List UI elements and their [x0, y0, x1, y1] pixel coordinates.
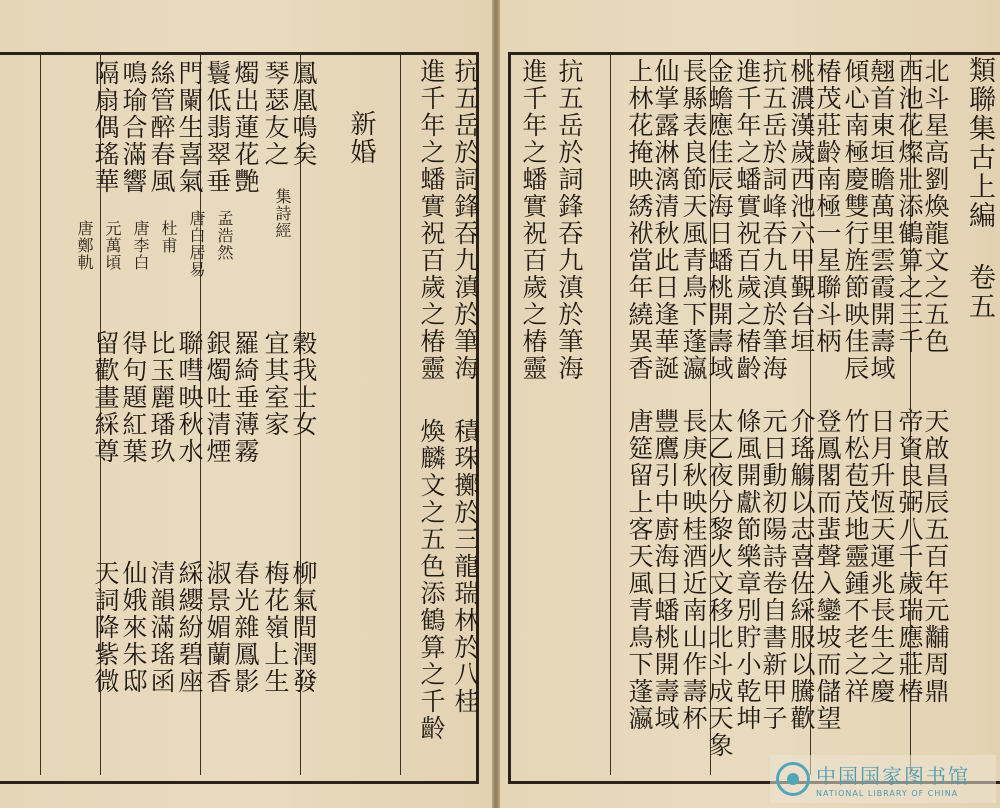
watermark-en: NATIONAL LIBRARY OF CHINA — [816, 789, 959, 798]
text-column: 梅花嶺上生 — [261, 560, 290, 695]
text-column: 金蟾應佳辰海日蟠桃開壽域 — [705, 58, 734, 382]
text-column: 隔扇偶瑤華 — [91, 60, 120, 195]
text-column: 介瑤觴以志喜佐綵服以騰歡 — [787, 408, 816, 732]
book-gutter — [492, 0, 500, 808]
text-column: 銀燭吐清煙 — [203, 330, 232, 465]
text-column: 燭出蓮花艷 — [231, 60, 260, 195]
text-column: 得句題紅葉 — [119, 330, 148, 465]
text-column: 比玉麗璠玖 — [147, 330, 176, 465]
text-column: 仙掌露淋漓清秋此日逢華誕 — [651, 58, 680, 382]
text-column: 傾心南極慶雙行旌節映佳辰 — [841, 58, 870, 382]
library-watermark — [770, 755, 996, 803]
text-column: 進千年之蟠實祝百歲之椿靈 — [519, 58, 548, 382]
text-column: 門闌生喜氣 — [175, 60, 204, 195]
text-column: 翹首東垣瞻萬里雲霞開壽域 — [867, 58, 896, 382]
text-column: 留歡畫綵尊 — [91, 330, 120, 465]
text-column: 長縣表良節天風青鳥下蓬瀛 — [679, 58, 708, 382]
text-column: 豐鷹引中廚海日蟠桃開壽域 — [651, 408, 680, 732]
watermark-text — [816, 760, 970, 798]
text-column: 日月升恆天運兆長生之慶 — [867, 408, 896, 705]
text-column: 天詞降紫微 — [91, 560, 120, 695]
text-column: 長庚秋映桂酒近南山作壽杯 — [679, 408, 708, 732]
text-column: 北斗星高劉煥龍文之五色 — [921, 58, 950, 355]
section-heading: 新婚 — [346, 110, 376, 166]
text-column: 綵纓紛碧座 — [175, 560, 204, 695]
text-column: 元日動初陽詩卷自書新甲子 — [759, 408, 788, 732]
column-rule — [40, 55, 41, 775]
attribution: 元萬頃 — [103, 220, 122, 271]
text-column: 絲管醉春風 — [147, 60, 176, 195]
text-column: 抗五岳於詞峰吞九滇於筆海 — [759, 58, 788, 382]
library-logo-icon — [776, 762, 810, 796]
text-column: 天啟昌辰五百年元黼周鼎 — [921, 408, 950, 705]
text-column: 積珠擲於三龍瑞林於八桂 — [451, 418, 480, 715]
text-column: 帝資良弼八千歲瑞應莊椿 — [895, 408, 924, 705]
text-column: 仙娥來朱邸 — [119, 560, 148, 695]
text-column: 太乙夜分黎火文移北斗成天象 — [705, 408, 734, 759]
text-column: 條風開獻節樂章別貯小乾坤 — [733, 408, 762, 732]
text-column: 穀我士女 — [289, 330, 318, 438]
text-column: 進千年之蟠實祝百歲之椿齡 — [733, 58, 762, 382]
text-column: 煥麟文之五色添鶴算之千齡 — [417, 418, 446, 742]
text-column: 羅綺垂薄霧 — [231, 330, 260, 465]
attribution: 唐白居易 — [187, 210, 206, 278]
text-column: 抗五岳於詞鋒吞九滇於筆海 — [555, 58, 584, 382]
attribution: 孟浩然 — [215, 210, 234, 261]
text-column: 宜其室家 — [261, 330, 290, 438]
book-header: 類聯集古上編 卷五 — [964, 56, 995, 321]
text-column: 琴瑟友之 — [261, 60, 290, 168]
text-column: 柳氣間潤發 — [289, 560, 318, 695]
text-column: 淑景媚蘭香 — [203, 560, 232, 695]
column-rule — [610, 55, 611, 775]
attribution: 唐李白 — [131, 220, 150, 271]
text-column: 椿茂莊齡南極一星聯斗柄 — [813, 58, 842, 355]
text-column: 登鳳閣而蜚聲入鑾坡而儲望 — [813, 408, 842, 732]
text-column: 清韻滿瑤函 — [147, 560, 176, 695]
text-column: 進千年之蟠實祝百歲之椿靈 — [417, 58, 446, 382]
text-column: 鬟低翡翠垂 — [203, 60, 232, 195]
attribution: 杜甫 — [159, 220, 178, 254]
text-column: 唐筵留上客天風青鳥下蓬瀛 — [625, 408, 654, 732]
text-column: 竹松苞茂地靈鍾不老之祥 — [841, 408, 870, 705]
attribution: 唐鄭軌 — [75, 220, 94, 271]
text-column: 聯嘒映秋水 — [175, 330, 204, 465]
text-column: 桃濃漢歲西池六甲覲台垣 — [787, 58, 816, 355]
text-column: 鳴瑜合滿響 — [119, 60, 148, 195]
text-column: 抗五岳於詞鋒吞九滇於筆海 — [451, 58, 480, 382]
text-column: 鳳凰鳴矣 — [289, 60, 318, 168]
attribution: 集詩經 — [273, 188, 292, 239]
text-column: 西池花燦壯添鶴算之三千 — [895, 58, 924, 355]
column-rule — [400, 55, 401, 775]
text-column: 春光雜鳳影 — [231, 560, 260, 695]
watermark-cn: 中国国家图书馆 — [816, 764, 970, 788]
text-column: 上林花掩映綉袱當年繞異香 — [625, 58, 654, 382]
